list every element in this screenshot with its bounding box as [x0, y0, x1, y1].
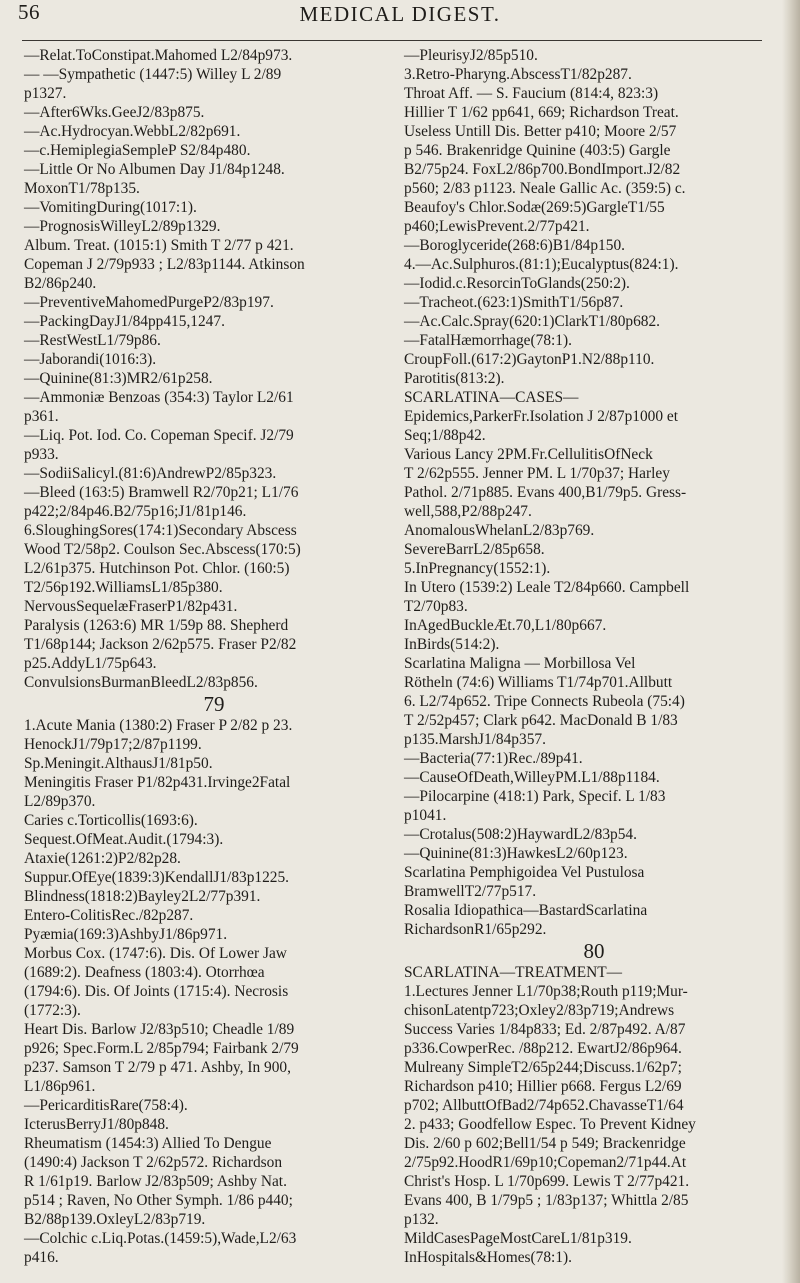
index-line: —PericarditisRare(758:4). [24, 1097, 188, 1114]
index-line: p933. [24, 446, 59, 463]
index-line: Various Lancy 2PM.Fr.CellulitisOfNeck [404, 446, 653, 463]
index-line: Dis. 2/60 p 602;Bell1/54 p 549; Brackenridge [404, 1135, 686, 1152]
page-number: 56 [18, 0, 40, 24]
index-line: CroupFoll.(617:2)GaytonP1.N2/88p110. [404, 351, 655, 368]
index-line: L1/86p961. [24, 1078, 96, 1095]
index-line: (1794:6). Dis. Of Joints (1715:4). Necrosis [24, 983, 289, 1000]
index-line: Heart Dis. Barlow J2/83p510; Cheadle 1/89 [24, 1021, 295, 1038]
index-line: InHospitals&Homes(78:1). [404, 1249, 572, 1266]
running-head: MEDICAL DIGEST. [299, 2, 501, 26]
index-line: —Relat.ToConstipat.Mahomed L2/84p973. [24, 47, 293, 64]
index-line: Rosalia Idiopathica—BastardScarlatina [404, 902, 648, 919]
index-line: Useless Untill Dis. Better p410; Moore 2/57 [404, 123, 677, 140]
index-line: Sequest.OfMeat.Audit.(1794:3). [24, 831, 224, 848]
index-line: p560; 2/83 p1123. Neale Gallic Ac. (359:5) c. [404, 180, 686, 197]
index-line: Pathol. 2/71p885. Evans 400,B1/79p5. Gress- [404, 484, 687, 501]
index-line: p361. [24, 408, 59, 425]
index-line: T2/56p192.WilliamsL1/85p380. [24, 579, 223, 596]
index-line: 6.SloughingSores(174:1)Secondary Abscess [24, 522, 297, 539]
index-line: MoxonT1/78p135. [24, 180, 140, 197]
index-line: p416. [24, 1249, 59, 1266]
index-line: 1.Lectures Jenner L1/70p38;Routh p119;Mur- [404, 983, 688, 1000]
index-line: Hillier T 1/62 pp641, 669; Richardson Treat. [404, 104, 679, 121]
index-line: —After6Wks.GeeJ2/83p875. [24, 104, 205, 121]
index-line: (1490:4) Jackson T 2/62p572. Richardson [24, 1154, 283, 1171]
index-line: Wood T2/58p2. Coulson Sec.Abscess(170:5) [24, 541, 301, 558]
index-line: MildCasesPageMostCareL1/81p319. [404, 1230, 632, 1247]
index-line: —c.HemiplegiaSempleP S2/84p480. [24, 142, 251, 159]
index-line: Suppur.OfEye(1839:3)KendallJ1/83p1225. [24, 869, 290, 886]
page-edge-shadow [782, 0, 800, 1283]
index-line: L2/61p375. Hutchinson Pot. Chlor. (160:5) [24, 560, 290, 577]
index-line: —PrognosisWilleyL2/89p1329. [24, 218, 221, 235]
index-line: well,588,P2/88p247. [404, 503, 532, 520]
section-number: 79 [203, 692, 225, 716]
index-line: Scarlatina Pemphigoidea Vel Pustulosa [404, 864, 645, 881]
index-line: —Quinine(81:3)HawkesL2/60p123. [404, 845, 628, 862]
index-line: T 2/52p457; Clark p642. MacDonald B 1/83 [404, 712, 678, 729]
index-line: NervousSequelæFraserP1/82p431. [24, 598, 238, 615]
index-line: Sp.Meningit.AlthausJ1/81p50. [24, 755, 213, 772]
index-line: —Bleed (163:5) Bramwell R2/70p21; L1/76 [24, 484, 299, 501]
index-line: ConvulsionsBurmanBleedL2/83p856. [24, 674, 258, 691]
index-line: Copeman J 2/79p933 ; L2/83p1144. Atkinson [24, 256, 305, 273]
index-line: 5.InPregnancy(1552:1). [404, 560, 551, 577]
index-line: —Ac.Hydrocyan.WebbL2/82p691. [24, 123, 241, 140]
index-line: SCARLATINA—CASES— [404, 389, 579, 406]
index-line: Rötheln (74:6) Williams T1/74p701.Allbutt [404, 674, 673, 691]
index-line: RichardsonR1/65p292. [404, 921, 547, 938]
index-line: —Iodid.c.ResorcinToGlands(250:2). [404, 275, 630, 292]
index-line: IcterusBerryJ1/80p848. [24, 1116, 169, 1133]
index-line: 3.Retro-Pharyng.AbscessT1/82p287. [404, 66, 632, 83]
index-line: p1327. [24, 85, 67, 102]
index-line: Parotitis(813:2). [404, 370, 505, 387]
index-line: In Utero (1539:2) Leale T2/84p660. Campbell [404, 579, 690, 596]
header-rule [22, 40, 762, 41]
index-line: —Pilocarpine (418:1) Park, Specif. L 1/83 [404, 788, 666, 805]
index-line: p 546. Brakenridge Quinine (403:5) Gargle [404, 142, 671, 159]
index-line: p514 ; Raven, No Other Symph. 1/86 p440; [24, 1192, 293, 1209]
index-line: B2/88p139.OxleyL2/83p719. [24, 1211, 206, 1228]
index-line: Richardson p410; Hillier p668. Fergus L2/69 [404, 1078, 682, 1095]
index-line: B2/75p24. FoxL2/86p700.BondImport.J2/82 [404, 161, 681, 178]
index-line: Epidemics,ParkerFr.Isolation J 2/87p1000 et [404, 408, 679, 425]
index-line: InBirds(514:2). [404, 636, 500, 653]
index-line: —RestWestL1/79p86. [24, 332, 161, 349]
index-line: —PackingDayJ1/84pp415,1247. [24, 313, 225, 330]
index-line: T1/68p144; Jackson 2/62p575. Fraser P2/82 [24, 636, 297, 653]
index-line: p132. [404, 1211, 439, 1228]
index-line: Caries c.Torticollis(1693:6). [24, 812, 198, 829]
index-line: —VomitingDuring(1017:1). [24, 199, 197, 216]
index-line: L2/89p370. [24, 793, 96, 810]
index-line: Morbus Cox. (1747:6). Dis. Of Lower Jaw [24, 945, 287, 962]
index-line: T2/70p83. [404, 598, 468, 615]
index-line: Mulreany SimpleT2/65p244;Discuss.1/62p7; [404, 1059, 682, 1076]
index-line: Evans 400, B 1/79p5 ; 1/83p137; Whittla 2/85 [404, 1192, 689, 1209]
index-line: Scarlatina Maligna — Morbillosa Vel [404, 655, 636, 672]
index-line: Throat Aff. — S. Faucium (814:4, 823:3) [404, 85, 659, 102]
index-line: Blindness(1818:2)Bayley2L2/77p391. [24, 888, 261, 905]
index-line: p460;LewisPrevent.2/77p421. [404, 218, 590, 235]
index-line: T 2/62p555. Jenner PM. L 1/70p37; Harley [404, 465, 670, 482]
index-line: — —Sympathetic (1447:5) Willey L 2/89 [24, 66, 282, 83]
index-line: —Boroglyceride(268:6)B1/84p150. [404, 237, 625, 254]
index-line: (1772:3). [24, 1002, 81, 1019]
index-line: —Tracheot.(623:1)SmithT1/56p87. [404, 294, 624, 311]
index-line: 6. L2/74p652. Tripe Connects Rubeola (75:4) [404, 693, 685, 710]
index-line: Christ's Hosp. L 1/70p699. Lewis T 2/77p421. [404, 1173, 690, 1190]
index-line: SevereBarrL2/85p658. [404, 541, 545, 558]
index-line: BramwellT2/77p517. [404, 883, 537, 900]
index-line: R 1/61p19. Barlow J2/83p509; Ashby Nat. [24, 1173, 287, 1190]
index-line: Ataxie(1261:2)P2/82p28. [24, 850, 181, 867]
index-line: p237. Samson T 2/79 p 471. Ashby, In 900, [24, 1059, 291, 1076]
index-line: InAgedBuckleÆt.70,L1/80p667. [404, 617, 607, 634]
index-line: (1689:2). Deafness (1803:4). Otorrhœa [24, 964, 265, 981]
index-line: p422;2/84p46.B2/75p16;J1/81p146. [24, 503, 247, 520]
index-line: 2/75p92.HoodR1/69p10;Copeman2/71p44.At [404, 1154, 687, 1171]
index-line: SCARLATINA—TREATMENT— [404, 964, 623, 981]
index-line: —Crotalus(508:2)HaywardL2/83p54. [404, 826, 637, 843]
index-line: —Liq. Pot. Iod. Co. Copeman Specif. J2/79 [24, 427, 294, 444]
index-line: Rheumatism (1454:3) Allied To Dengue [24, 1135, 272, 1152]
index-line: Beaufoy's Chlor.Sodæ(269:5)GargleT1/55 [404, 199, 665, 216]
section-number: 80 [583, 939, 605, 963]
left-column [24, 46, 404, 1267]
index-line: Album. Treat. (1015:1) Smith T 2/77 p 421. [24, 237, 294, 254]
index-line: p25.AddyL1/75p643. [24, 655, 157, 672]
index-line: —PreventiveMahomedPurgeP2/83p197. [24, 294, 274, 311]
index-line: chisonLatentp723;Oxley2/83p719;Andrews [404, 1002, 675, 1019]
index-line: —Bacteria(77:1)Rec./89p41. [404, 750, 583, 767]
index-line: Pyæmia(169:3)AshbyJ1/86p971. [24, 926, 228, 943]
index-line: —Jaborandi(1016:3). [24, 351, 157, 368]
index-line: p702; AllbuttOfBad2/74p652.ChavasseT1/64 [404, 1097, 684, 1114]
index-line: AnomalousWhelanL2/83p769. [404, 522, 595, 539]
index-line: —Quinine(81:3)MR2/61p258. [24, 370, 213, 387]
index-line: 4.—Ac.Sulphuros.(81:1);Eucalyptus(824:1). [404, 256, 679, 273]
index-line: 1.Acute Mania (1380:2) Fraser P 2/82 p 23. [24, 717, 293, 734]
index-line: —PleurisyJ2/85p510. [404, 47, 538, 64]
right-column [404, 46, 784, 1267]
index-line: p926; Spec.Form.L 2/85p794; Fairbank 2/79 [24, 1040, 299, 1057]
index-line: —Colchic c.Liq.Potas.(1459:5),Wade,L2/63 [24, 1230, 297, 1247]
index-line: —SodiiSalicyl.(81:6)AndrewP2/85p323. [24, 465, 277, 482]
index-line: —CauseOfDeath,WilleyPM.L1/88p1184. [404, 769, 660, 786]
index-line: Success Varies 1/84p833; Ed. 2/87p492. A/87 [404, 1021, 686, 1038]
index-line: p135.MarshJ1/84p357. [404, 731, 546, 748]
index-line: Paralysis (1263:6) MR 1/59p 88. Shepherd [24, 617, 289, 634]
index-line: Entero-ColitisRec./82p287. [24, 907, 194, 924]
index-line: 2. p433; Goodfellow Espec. To Prevent Kidney [404, 1116, 696, 1133]
index-line: —Little Or No Albumen Day J1/84p1248. [24, 161, 285, 178]
index-line: —FatalHæmorrhage(78:1). [404, 332, 572, 349]
index-line: B2/86p240. [24, 275, 97, 292]
index-line: —Ammoniæ Benzoas (354:3) Taylor L2/61 [24, 389, 294, 406]
index-line: Meningitis Fraser P1/82p431.Irvinge2Fatal [24, 774, 291, 791]
index-line: p1041. [404, 807, 447, 824]
index-line: —Ac.Calc.Spray(620:1)ClarkT1/80p682. [404, 313, 661, 330]
index-line: HenockJ1/79p17;2/87p1199. [24, 736, 202, 753]
index-line: Seq;1/88p42. [404, 427, 486, 444]
index-line: p336.CowperRec. /88p212. EwartJ2/86p964. [404, 1040, 682, 1057]
